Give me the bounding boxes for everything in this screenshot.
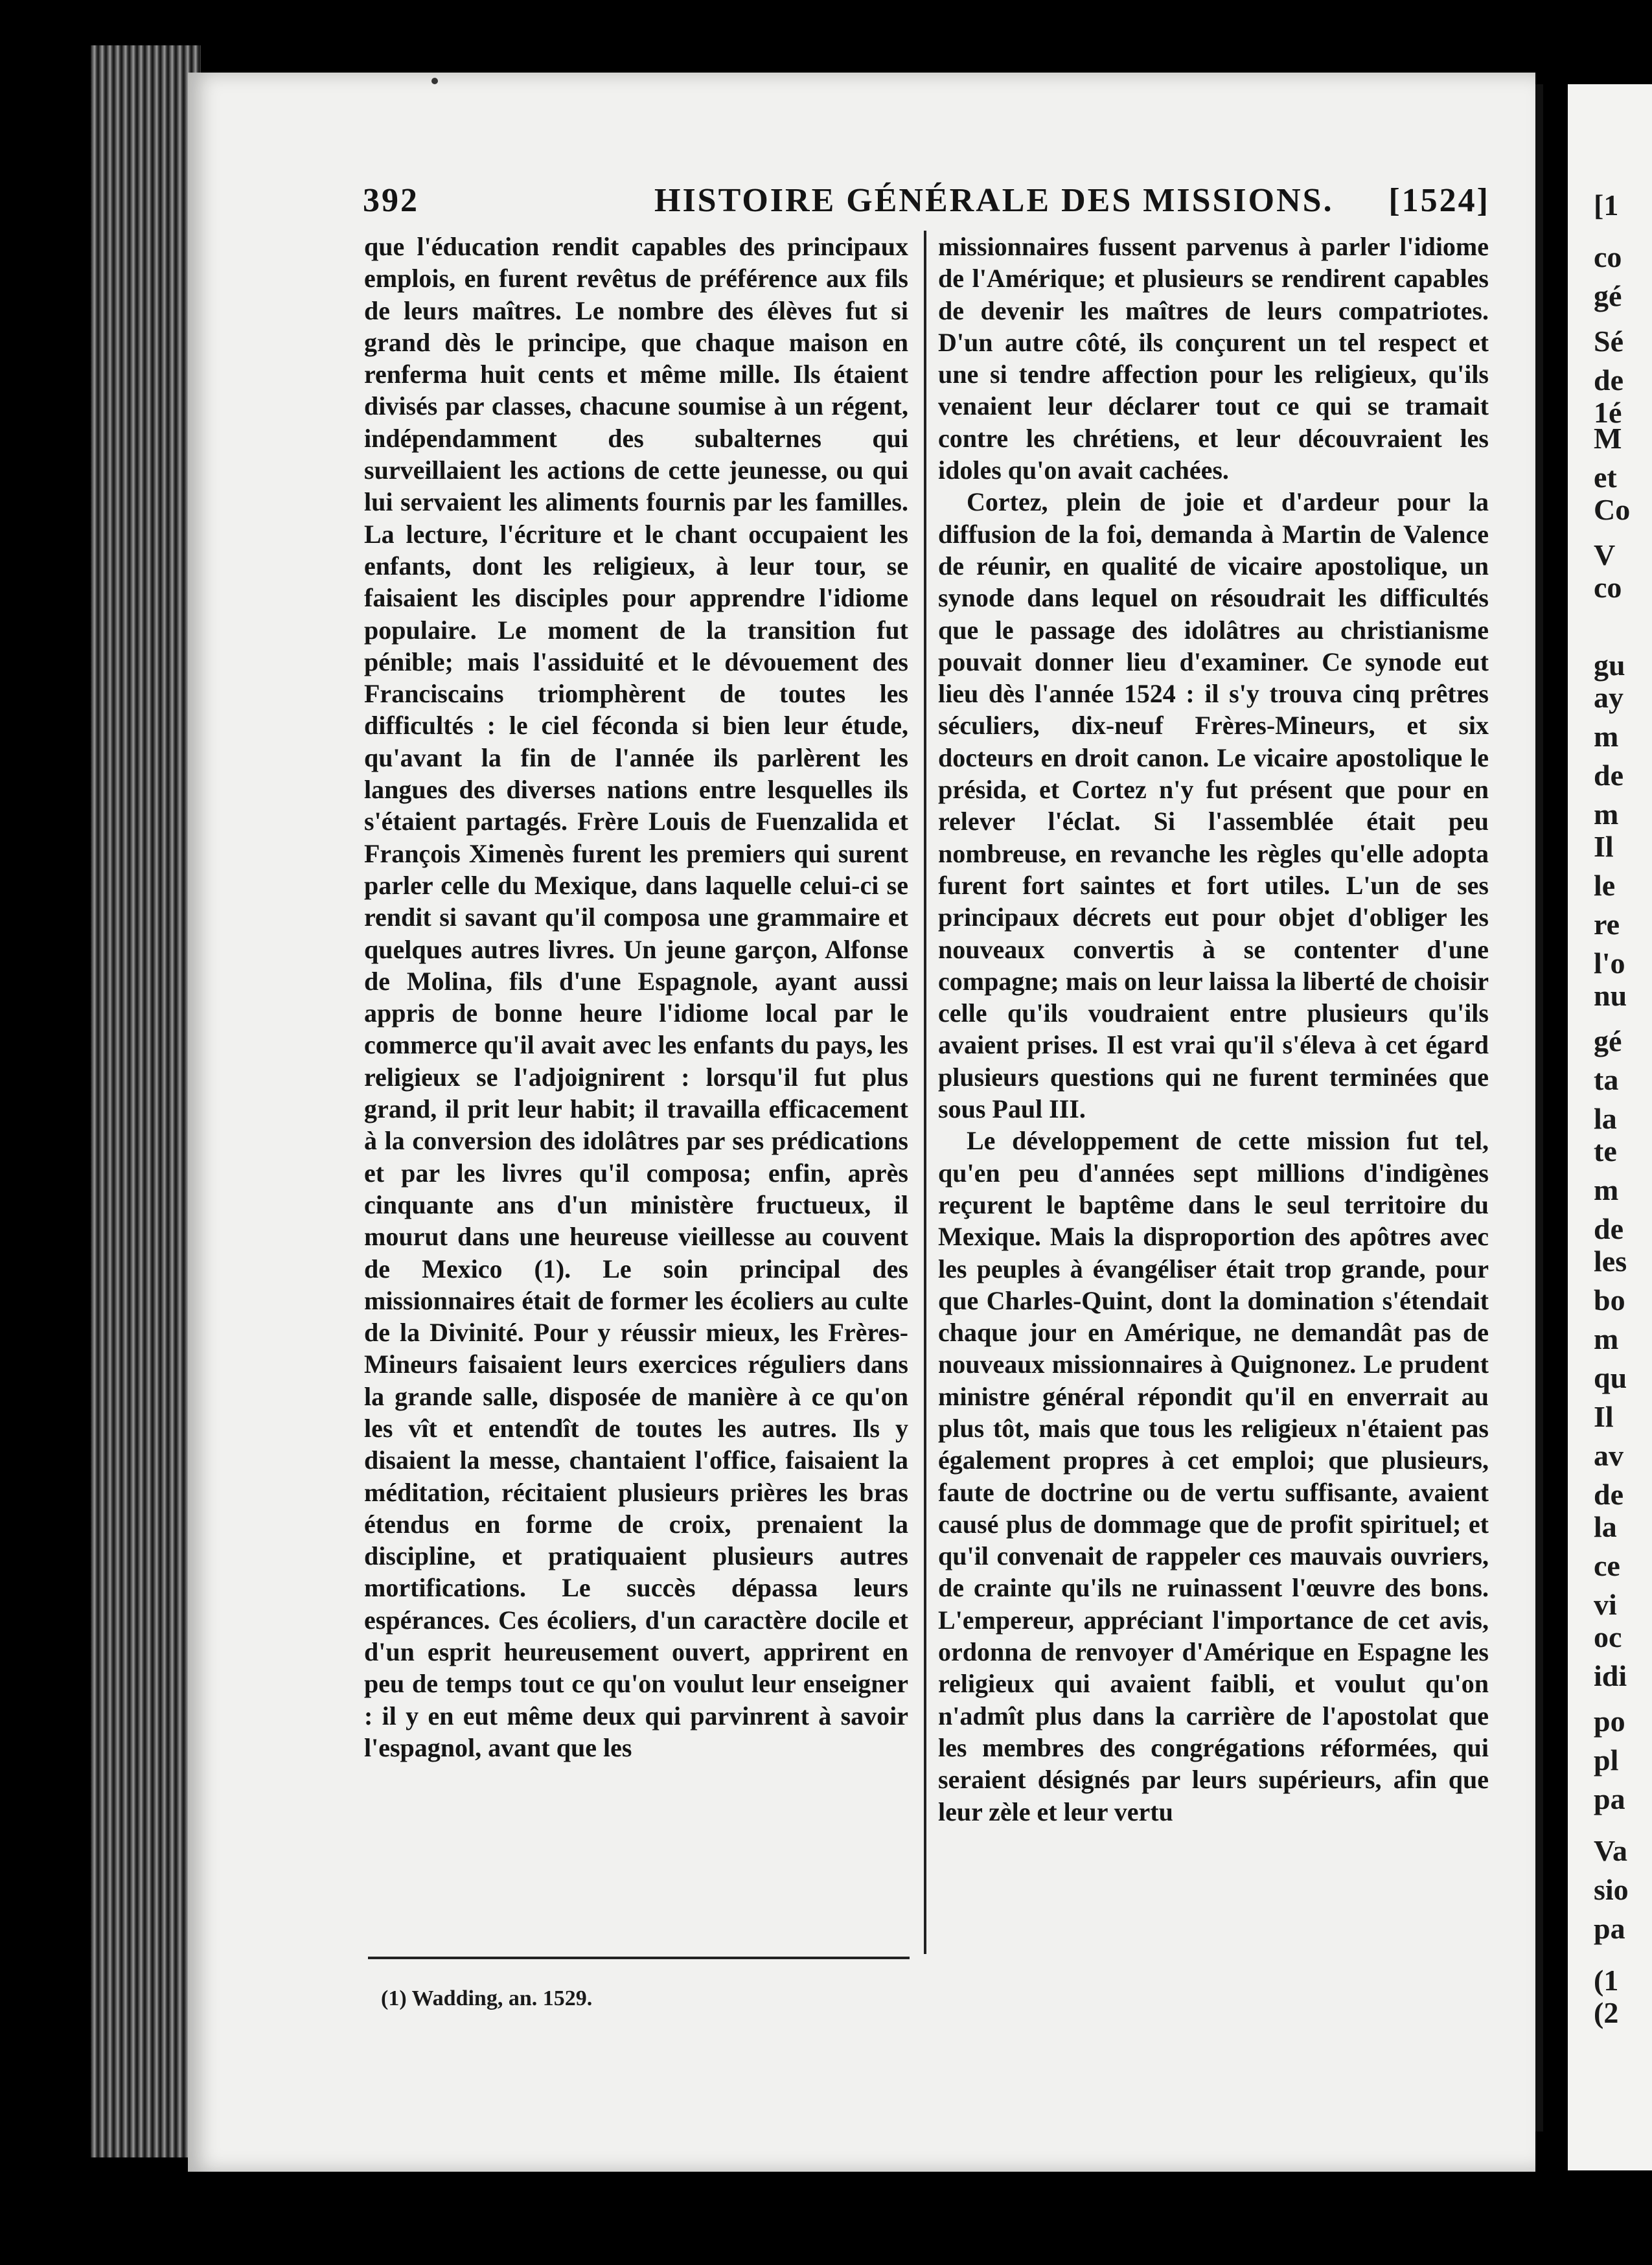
speck xyxy=(431,78,438,84)
next-page-fragment: co xyxy=(1594,571,1622,604)
next-page-fragment: le xyxy=(1594,869,1616,902)
next-page-fragment: av xyxy=(1594,1439,1623,1472)
next-page-fragment: pl xyxy=(1594,1743,1619,1776)
next-page-fragment: 1é xyxy=(1594,396,1622,429)
next-page-edge xyxy=(1568,84,1652,2170)
next-page-fragment: gé xyxy=(1594,279,1622,312)
next-page-fragment: pa xyxy=(1594,1782,1625,1815)
next-page-fragment: m xyxy=(1594,1173,1619,1206)
next-page-fragment: Il xyxy=(1594,830,1614,863)
next-page-fragment: ay xyxy=(1594,681,1623,714)
next-page-fragment: idi xyxy=(1594,1659,1627,1692)
next-page-fragment: m xyxy=(1594,798,1619,831)
next-page-fragment: la xyxy=(1594,1102,1617,1135)
next-page-fragment: Co xyxy=(1594,493,1631,526)
next-page-fragment: co xyxy=(1594,240,1622,273)
next-page-fragment: de xyxy=(1594,1212,1623,1245)
next-page-fragment: po xyxy=(1594,1705,1625,1738)
next-page-fragment: de xyxy=(1594,1478,1623,1511)
next-page-fragment: (1 xyxy=(1594,1964,1619,1997)
paragraph: missionnaires fussent parvenus à parler l'idiome de l'Amérique; et plusieurs se rendirent capables de devenir les maîtres de leurs compatriotes. D'un autre côté, ils conçurent un tel respect et une si tendre affection pour les religieux, qu'ils venaient leur déclarer tout ce qui se tramait contre les chrétiens, et leur découvraient les idoles qu'on avait cachées. xyxy=(938,232,1489,485)
next-page-fragment: bo xyxy=(1594,1283,1625,1316)
next-page-fragment: V xyxy=(1594,538,1616,571)
next-page-fragment: et xyxy=(1594,461,1617,494)
next-page-fragment: pa xyxy=(1594,1912,1625,1945)
paragraph: Cortez, plein de joie et d'ardeur pour la diffusion de la foi, demanda à Martin de Valence de réunir, en qualité de vicaire apostolique, un synode dans lequel on résoudrait les difficultés que le passage des idolâtres au christianisme pouvait donner lieu d'examiner. Ce synode eut lieu dès l'année 1524 : il s'y trouva cinq prêtres séculiers, dix-neuf Frères-Mineurs, et six docteurs en droit canon. Le vicaire apostolique le présida, et Cortez n'y fut présent que pour en relever l'éclat. Si l'assemblée était peu nombreuse, en revanche les règles qu'elle adopta furent fort saintes et fort utiles. L'un de ses principaux décrets eut pour objet d'obliger les nouveaux convertis à se contenter d'une compagne; mais on leur laissa la liberté de choisir celle qu'ils voudraient entre plusieurs qu'ils avaient prises. Il est vrai qu'il s'éleva à cet égard plusieurs questions qui ne furent terminées que sous Paul III. xyxy=(938,487,1489,1124)
next-page-fragment: de xyxy=(1594,759,1623,792)
next-page-fragment: (2 xyxy=(1594,1996,1619,2029)
next-page-fragment: oc xyxy=(1594,1620,1622,1653)
next-page-fragment: m xyxy=(1594,1322,1619,1355)
next-page-fragment: de xyxy=(1594,363,1623,397)
next-page-fragment: l'o xyxy=(1594,947,1625,980)
gutter-shadow xyxy=(1535,84,1543,2132)
next-page-fragment: gé xyxy=(1594,1024,1622,1057)
running-title: HISTOIRE GÉNÉRALE DES MISSIONS. xyxy=(654,182,1334,219)
next-page-fragment: les xyxy=(1594,1245,1627,1278)
next-page-fragment: ta xyxy=(1594,1063,1619,1096)
next-page-fragment: Sé xyxy=(1594,325,1623,358)
next-page-fragment: ce xyxy=(1594,1549,1620,1582)
left-column xyxy=(364,231,908,1764)
page-number: 392 xyxy=(363,182,419,219)
next-page-fragment: qu xyxy=(1594,1361,1627,1394)
next-page-fragment: Il xyxy=(1594,1400,1614,1433)
next-page-fragment: vi xyxy=(1594,1588,1617,1621)
paragraph: que l'éducation rendit capables des principaux emplois, en furent revêtus de préférence aux fils de leurs maîtres. Le nombre des élèves fut si grand dès le principe, que chaque maison en renferma huit cents et même mille. Ils étaient divisés par classes, chacune soumise à un régent, indépendamment des subalternes qui surveillaient les actions de cette jeunesse, ou qui lui servaient les aliments fournis par les familles. La lecture, l'écriture et le chant occupaient les enfants, dont les religieux, à leur tour, se faisaient les disciples pour apprendre l'idiome populaire. Le moment de la transition fut pénible; mais l'assiduité et le dévouement des Franciscains triomphèrent de toutes les difficultés : le ciel féconda si bien leur étude, qu'avant la fin de l'année ils parlèrent les langues des diverses nations entre lesquelles ils s'étaient partagés. Frère Louis de Fuenzalida et François Ximenès furent les premiers qui surent parler celle du Mexique, dans laquelle celui-ci se rendit si savant qu'il composa une grammaire et quelques autres livres. Un jeune garçon, Alfonse de Molina, fils d'une Espagnole, ayant aussi appris de bonne heure l'idiome local par le commerce qu'il avait avec les enfants du pays, les religieux se l'adjoignirent : lorsqu'il fut plus grand, il prit leur habit; il travailla efficacement à la conversion des idolâtres par ses prédications et par les livres qu'il composa; enfin, après cinquante ans d'un ministère fructueux, il mourut dans une heureuse vieillesse au couvent de Mexico (1). Le soin principal des missionnaires était de former les écoliers au culte de la Divinité. Pour y réussir mieux, les Frères-Mineurs faisaient leurs exercices réguliers dans la grande salle, disposée de manière à ce qu'on les vît et entendît de toutes les autres. Ils y disaient la messe, chantaient l'office, faisaient la méditation, récitaient plusieurs prières les bras étendus en forme de croix, prenaient la discipline, et pratiquaient plusieurs autres mortifications. Le succès dépassa leurs espérances. Ces écoliers, d'un caractère docile et d'un esprit heureusement ouvert, apprirent en peu de temps tout ce qu'on voulut leur enseigner : il y en eut même deux qui parvinrent à savoir l'espagnol, avant que les xyxy=(364,232,908,1762)
paragraph: Le développement de cette mission fut tel, qu'en peu d'années sept millions d'indigènes reçurent le baptême dans le seul territoire du Mexique. Mais la disproportion des apôtres avec les peuples à évangéliser était trop grande, pour que Charles-Quint, dont la domination s'étendait chaque jour en Amérique, ne demandât pas de nouveaux missionnaires à Quignonez. Le prudent ministre général répondit qu'il en enverrait au plus tôt, mais que tous les religieux n'étaient pas également propres à cet emploi; que plusieurs, faute de doctrine ou de vertu suffisante, avaient causé plus de dommage que de profit spirituel; et qu'il convenait de rappeler ces mauvais ouvriers, de crainte qu'ils ne ruinassent l'œuvre des bons. L'empereur, appréciant l'importance de cet avis, ordonna de renvoyer d'Amérique en Espagne les religieux qui avaient faibli, et voulut qu'on n'admît plus dans la carrière de l'apostolat que les membres des congrégations réformées, qui seraient désignés par leurs supérieurs, afin que leur zèle et leur vertu xyxy=(938,1126,1489,1826)
right-column xyxy=(938,231,1489,1828)
next-page-fragment: la xyxy=(1594,1510,1617,1543)
footnote-rule xyxy=(368,1957,910,1959)
next-page-fragment: te xyxy=(1594,1134,1617,1167)
next-page-fragment: nu xyxy=(1594,979,1627,1012)
next-page-fragment: [1 xyxy=(1594,189,1619,222)
running-header xyxy=(363,181,1490,227)
next-page-fragment: m xyxy=(1594,720,1619,753)
next-page-fragment: re xyxy=(1594,908,1620,941)
next-page-fragment: sio xyxy=(1594,1873,1629,1906)
next-page-fragment: gu xyxy=(1594,649,1625,682)
next-page-fragment: Va xyxy=(1594,1834,1627,1867)
next-page-fragment: M xyxy=(1594,422,1622,455)
header-year: [1524] xyxy=(1388,182,1490,219)
footnote: (1) Wadding, an. 1529. xyxy=(381,1986,593,2010)
column-divider xyxy=(924,231,926,1954)
page-edges xyxy=(91,45,201,2157)
